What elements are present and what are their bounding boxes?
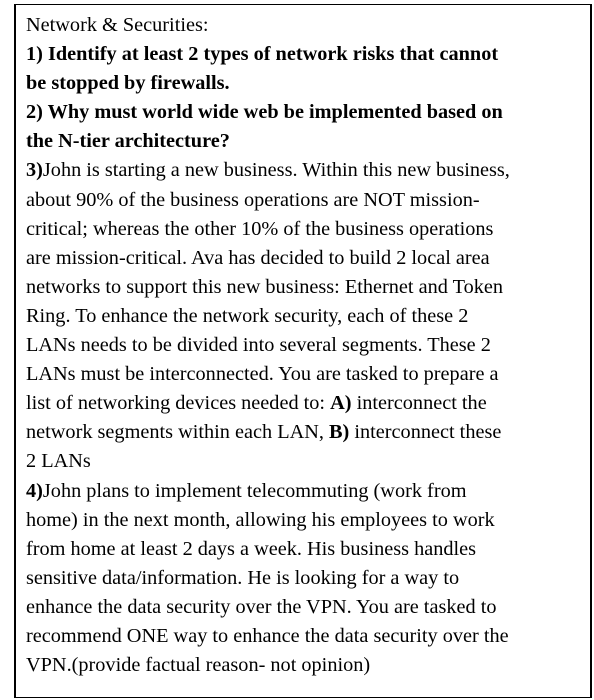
question-3-line-6: Ring. To enhance the network security, each of these 2 bbox=[26, 304, 469, 327]
question-4-text-1: John plans to implement telecommuting (work from bbox=[42, 479, 467, 502]
question-4-line-2: home) in the next month, allowing his employees to work bbox=[26, 508, 495, 531]
heading: Network & Securities: bbox=[26, 14, 209, 36]
document-body bbox=[26, 11, 584, 680]
question-3-line-11: 2 LANs bbox=[26, 450, 91, 473]
question-4-line-7: VPN.(provide factual reason- not opinion) bbox=[26, 654, 371, 677]
question-3-part-a-label: A) bbox=[330, 392, 352, 415]
question-4-line-5: enhance the data security over the VPN. You are tasked to bbox=[26, 595, 497, 618]
question-2-line-1: 2) Why must world wide web be implemented based on bbox=[26, 101, 503, 124]
question-3-text-9a: list of networking devices needed to: bbox=[26, 392, 331, 415]
question-1-line-1: 1) Identify at least 2 types of network risks that cannot bbox=[26, 43, 499, 66]
question-2 bbox=[26, 98, 584, 156]
document-frame bbox=[14, 4, 592, 698]
question-1-line-2: be stopped by firewalls. bbox=[26, 72, 230, 95]
question-3-line-5: networks to support this new business: Ethernet and Token bbox=[26, 275, 504, 298]
question-4-number: 4) bbox=[26, 479, 43, 502]
question-3-line-7: LANs needs to be divided into several segments. These 2 bbox=[26, 334, 491, 357]
question-4-line-4: sensitive data/information. He is looking for a way to bbox=[26, 566, 460, 589]
question-3-part-b-label: B) bbox=[329, 421, 350, 444]
question-3-text-9c: interconnect the bbox=[351, 392, 487, 415]
question-3-text-1: John is starting a new business. Within this new business, bbox=[42, 159, 510, 182]
question-3-line-2: about 90% of the business operations are NOT mission- bbox=[26, 188, 480, 211]
question-3-number: 3) bbox=[26, 159, 43, 182]
question-3-text-10c: interconnect these bbox=[349, 421, 502, 444]
question-3-line-9 bbox=[26, 389, 584, 418]
question-2-line-2: the N-tier architecture? bbox=[26, 130, 230, 153]
question-4-line-6: recommend ONE way to enhance the data security over the bbox=[26, 624, 509, 647]
question-4-line-3: from home at least 2 days a week. His business handles bbox=[26, 537, 477, 560]
question-3-line-10 bbox=[26, 418, 584, 447]
question-3-line-1 bbox=[26, 156, 584, 185]
question-3-line-3: critical; whereas the other 10% of the business operations bbox=[26, 217, 494, 240]
question-4 bbox=[26, 477, 584, 681]
question-4-line-1 bbox=[26, 477, 584, 506]
question-1 bbox=[26, 40, 584, 98]
question-3-line-8: LANs must be interconnected. You are tasked to prepare a bbox=[26, 363, 499, 386]
question-3-line-4: are mission-critical. Ava has decided to build 2 local area bbox=[26, 246, 490, 269]
question-3 bbox=[26, 156, 584, 476]
question-3-text-10a: network segments within each LAN, bbox=[26, 421, 330, 444]
